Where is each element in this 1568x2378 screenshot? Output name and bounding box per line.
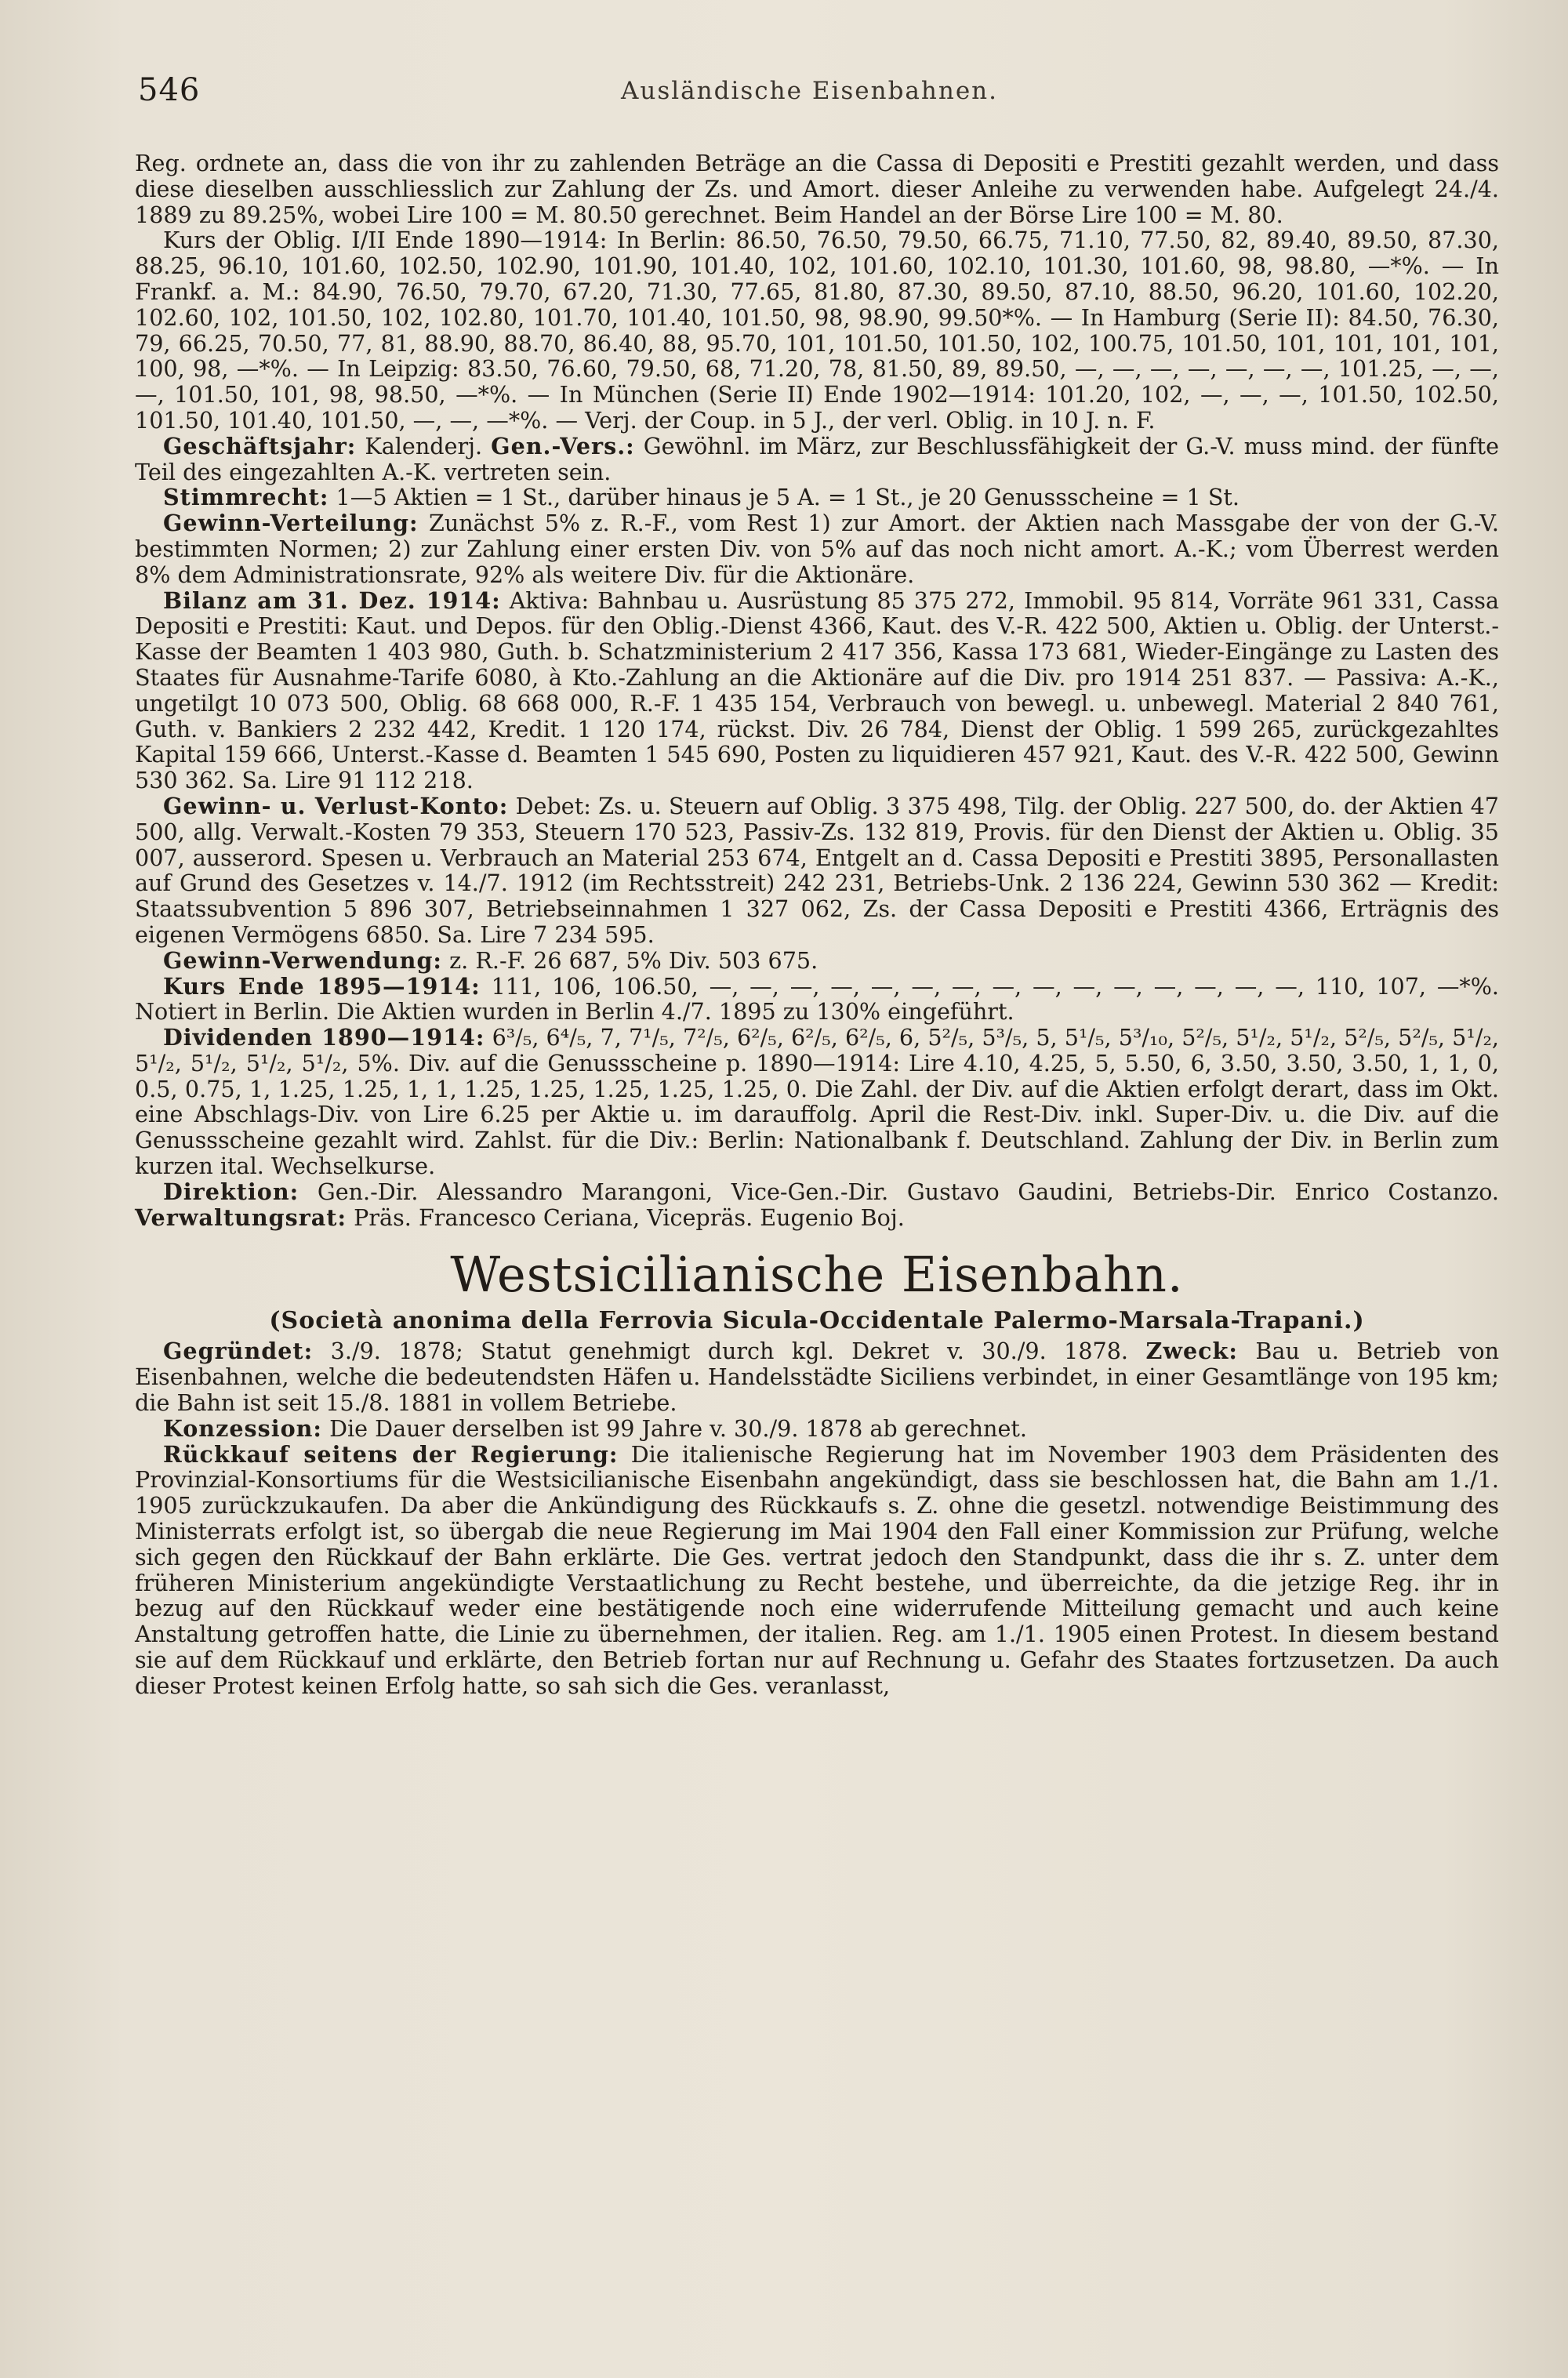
paragraph-kurs-aktien: Kurs Ende 1895—1914: 111, 106, 106.50, —, —, —, —, —, —, —, —, —, —, —, —, —, —, —, 110, 107, —*%. Notiert in Berlin. Die Aktien wurden in Berlin 4./7. 1895 zu 130% eingeführt. xyxy=(135,972,1499,1026)
paragraph-geschaeftsjahr: Geschäftsjahr: Kalenderj. Gen.-Vers.: Gewöhnl. im März, zur Beschlussfähigkeit der G.-V. muss mind. der fünfte Teil des eingezahlten A.-K. vertreten sein. xyxy=(135,432,1499,485)
paragraph-kurs-oblig: Kurs der Oblig. I/II Ende 1890—1914: In Berlin: 86.50, 76.50, 79.50, 66.75, 71.10, 77.50, 82, 89.40, 89.50, 87.30, 88.25, 96.10, 101.60, 102.50, 102.90, 101.90, 101.40, 102, 101.60, 102.10, 101.30, 101.60, 98, 98.80, —*%. — In Frankf. a. M.: 84.90, 76.50, 79.70, 67.20, 71.30, 77.65, 81.80, 87.30, 89.50, 87.10, 88.50, 96.20, 101.60, 102.20, 102.60, 102, 101.50, 102, 102.80, 101.70, 101.40, 101.50, 98, 98.90, 99.50*%. — In Hamburg (Serie II): 84.50, 76.30, 79, 66.25, 70.50, 77, 81, 88.90, 88.70, 86.40, 88, 95.70, 101, 101.50, 101.50, 102, 100.75, 101.50, 101, 101, 101, 101, 100, 98, —*%. — In Leipzig: 83.50, 76.60, 79.50, 68, 71.20, 78, 81.50, 89, 89.50, —, —, —, —, —, —, —, 101.25, —, —, —, 101.50, 101, 98, 98.50, —*%. — In München (Serie II) Ende 1902—1914: 101.20, 102, —, —, —, 101.50, 102.50, 101.50, 101.40, 101.50, —, —, —*%. — Verj. der Coup. in 5 J., der verl. Oblig. in 10 J. n. F. xyxy=(135,227,1499,434)
paragraph-gewinn-verteilung: Gewinn-Verteilung: Zunächst 5% z. R.-F., vom Rest 1) zur Amort. der Aktien nach Massgabe der von der G.-V. bestimmten Normen; 2) zur Zahlung einer ersten Div. von 5% auf das noch nicht amort. A.-K.; vom Überrest werden 8% dem Administrationsrate, 92% als weitere Div. für die Aktionäre. xyxy=(135,510,1499,588)
label-rueckkauf: Rückkauf seitens der Regierung: xyxy=(163,1440,619,1468)
label-verwaltungsrat: Verwaltungsrat: xyxy=(135,1204,347,1231)
paragraph-anleihe: Reg. ordnete an, dass die von ihr zu zahlenden Beträge an die Cassa di Depositi e Prestiti gezahlt werden, und dass diese dieselben ausschliesslich zur Zahlung der Zs. und Amort. dieser Anleihe zu verwenden habe. Aufgelegt 24./4. 1889 zu 89.25%, wobei Lire 100 = M. 80.50 gerechnet. Beim Handel an der Börse Lire 100 = M. 80. xyxy=(135,150,1499,228)
label-gewinn-verteilung: Gewinn-Verteilung: xyxy=(163,510,419,537)
label-bilanz: Bilanz am 31. Dez. 1914: xyxy=(163,586,501,614)
label-dividenden: Dividenden 1890—1914: xyxy=(163,1024,485,1051)
label-konzession: Konzession: xyxy=(163,1414,322,1442)
paragraph-rueckkauf: Rückkauf seitens der Regierung: Die italienische Regierung hat im November 1903 dem Präsidenten des Provinzial-Konsortiums für die Westsicilianische Eisenbahn angekündigt, dass sie beschlossen hat, die Bahn am 1./1. 1905 zurückzukaufen. Da aber die Ankündigung des Rückkaufs s. Z. ohne die gesetzl. notwendige Beistimmung des Ministerrats erfolgt ist, so übergab die neue Regierung im Mai 1904 den Fall einer Kommission zur Prüfung, welche sich gegen den Rückkauf der Bahn erklärte. Die Ges. vertrat jedoch den Standpunkt, dass die ihr s. Z. unter dem früheren Ministerium angekündigte Verstaatlichung zu Recht bestehe, und überreichte, da die jetzige Reg. ihr in bezug auf den Rückkauf weder eine bestätigende noch eine widerrufende Mitteilung gemacht und auch keine Anstaltung getroffen hatte, die Linie zu übernehmen, der italien. Reg. am 1./1. 1905 einen Protest. In diesem bestand sie auf dem Rückkauf und erklärte, den Betrieb fortan nur auf Rechnung u. Gefahr des Staates fortzusetzen. Da auch dieser Protest keinen Erfolg hatte, so sah sich die Ges. veranlasst, xyxy=(135,1440,1499,1699)
label-geschaeftsjahr: Geschäftsjahr: xyxy=(163,432,357,459)
label-stimmrecht: Stimmrecht: xyxy=(163,484,329,511)
label-gewinn-verwendung: Gewinn-Verwendung: xyxy=(163,946,442,974)
section-subtitle: (Società anonima della Ferrovia Sicula-Occidentale Palermo-Marsala-Trapani.) xyxy=(269,1307,1365,1335)
label-gewinn-verlust: Gewinn- u. Verlust-Konto: xyxy=(163,792,509,819)
paragraph-bilanz: Bilanz am 31. Dez. 1914: Aktiva: Bahnbau u. Ausrüstung 85 375 272, Immobil. 95 814, Vorräte 961 331, Cassa Depositi e Prestiti: Kaut. und Depos. für den Oblig.-Dienst 4366, Kaut. des V.-R. 422 500, Aktien u. Oblig. der Unterst.-Kasse der Beamten 1 403 980, Guth. b. Schatzministerium 2 417 356, Kassa 173 681, Wieder-Eingänge zu Lasten des Staates für Ausnahme-Tarife 6080, à Kto.-Zahlung an die Aktionäre auf die Div. pro 1914 251 837. — Passiva: A.-K., ungetilgt 10 073 500, Oblig. 68 668 000, R.-F. 1 435 154, Verbrauch von bewegl. u. unbewegl. Material 2 840 761, Guth. v. Bankiers 2 232 442, Kredit. 1 120 174, rückst. Div. 26 784, Dienst der Oblig. 1 599 265, zurückgezahltes Kapital 159 666, Unterst.-Kasse d. Beamten 1 545 690, Posten zu liquidieren 457 921, Kaut. des V.-R. 422 500, Gewinn 530 362. Sa. Lire 91 112 218. xyxy=(135,586,1499,794)
paragraph-gegruendet: Gegründet: 3./9. 1878; Statut genehmigt durch kgl. Dekret v. 30./9. 1878. Zweck: Bau u. Betrieb von Eisenbahnen, welche die bedeutendsten Häfen u. Handelsstädte Siciliens verbindet, in einer Gesamtlänge von 195 km; die Bahn ist seit 15./8. 1881 in vollem Betriebe. xyxy=(135,1338,1499,1417)
paragraph-direktion: Direktion: Gen.-Dir. Alessandro Marangoni, Vice-Gen.-Dir. Gustavo Gaudini, Betriebs-Dir. Enrico Costanzo. Verwaltungsrat: Präs. Francesco Ceriana, Vicepräs. Eugenio Boj. xyxy=(135,1178,1499,1231)
paragraph-konzession: Konzession: Die Dauer derselben ist 99 Jahre v. 30./9. 1878 ab gerechnet. xyxy=(163,1414,1027,1442)
paragraph-gewinn-verwendung: Gewinn-Verwendung: z. R.-F. 26 687, 5% Div. 503 675. xyxy=(163,946,818,974)
running-title: Ausländische Eisenbahnen. xyxy=(621,77,999,105)
section-title: Westsicilianische Eisenbahn. xyxy=(450,1246,1184,1304)
paragraph-gewinn-verlust: Gewinn- u. Verlust-Konto: Debet: Zs. u. Steuern auf Oblig. 3 375 498, Tilg. der Oblig. 227 500, do. der Aktien 47 500, allg. Verwalt.-Kosten 79 353, Steuern 170 523, Passiv-Zs. 132 819, Provis. für den Dienst der Aktien u. Oblig. 35 007, ausserord. Spesen u. Verbrauch an Material 253 674, Entgelt an d. Cassa Depositi e Prestiti 3895, Personallasten auf Grund des Gesetzes v. 14./7. 1912 (im Rechtsstreit) 242 231, Betriebs-Unk. 2 136 224, Gewinn 530 362 — Kredit: Staatssubvention 5 896 307, Betriebseinnahmen 1 327 062, Zs. der Cassa Depositi e Prestiti 4366, Erträgnis des eigenen Vermögens 6850. Sa. Lire 7 234 595. xyxy=(135,792,1499,948)
label-direktion: Direktion: xyxy=(163,1178,299,1205)
label-gegruendet: Gegründet: xyxy=(163,1338,314,1365)
label-kurs-aktien: Kurs Ende 1895—1914: xyxy=(163,972,481,1000)
page-number: 546 xyxy=(138,72,201,108)
paragraph-dividenden: Dividenden 1890—1914: 6³/₅, 6⁴/₅, 7, 7¹/₅, 7²/₅, 6²/₅, 6²/₅, 6²/₅, 6, 5²/₅, 5³/₅, 5, 5¹/₅, 5³/₁₀, 5²/₅, 5¹/₂, 5¹/₂, 5²/₅, 5²/₅, 5¹/₂, 5¹/₂, 5¹/₂, 5¹/₂, 5¹/₂, 5%. Div. auf die Genussscheine p. 1890—1914: Lire 4.10, 4.25, 5, 5.50, 6, 3.50, 3.50, 3.50, 1, 1, 0, 0.5, 0.75, 1, 1.25, 1.25, 1, 1, 1.25, 1.25, 1.25, 1.25, 1.25, 0. Die Zahl. der Div. auf die Aktien erfolgt derart, dass im Okt. eine Abschlags-Div. von Lire 6.25 per Aktie u. im darauffolg. April die Rest-Div. inkl. Super-Div. u. die Div. auf die Genussscheine gezahlt wird. Zahlst. für die Div.: Berlin: Nationalbank f. Deutschland. Zahlung der Div. in Berlin zum kurzen ital. Wechselkurse. xyxy=(135,1024,1500,1180)
paragraph-stimmrecht: Stimmrecht: 1—5 Aktien = 1 St., darüber hinaus je 5 A. = 1 St., je 20 Genussscheine = 1 St. xyxy=(163,484,1240,511)
label-gen-vers: Gen.-Vers.: xyxy=(491,432,635,459)
main-column xyxy=(135,151,1499,1699)
label-zweck: Zweck: xyxy=(1145,1338,1238,1365)
